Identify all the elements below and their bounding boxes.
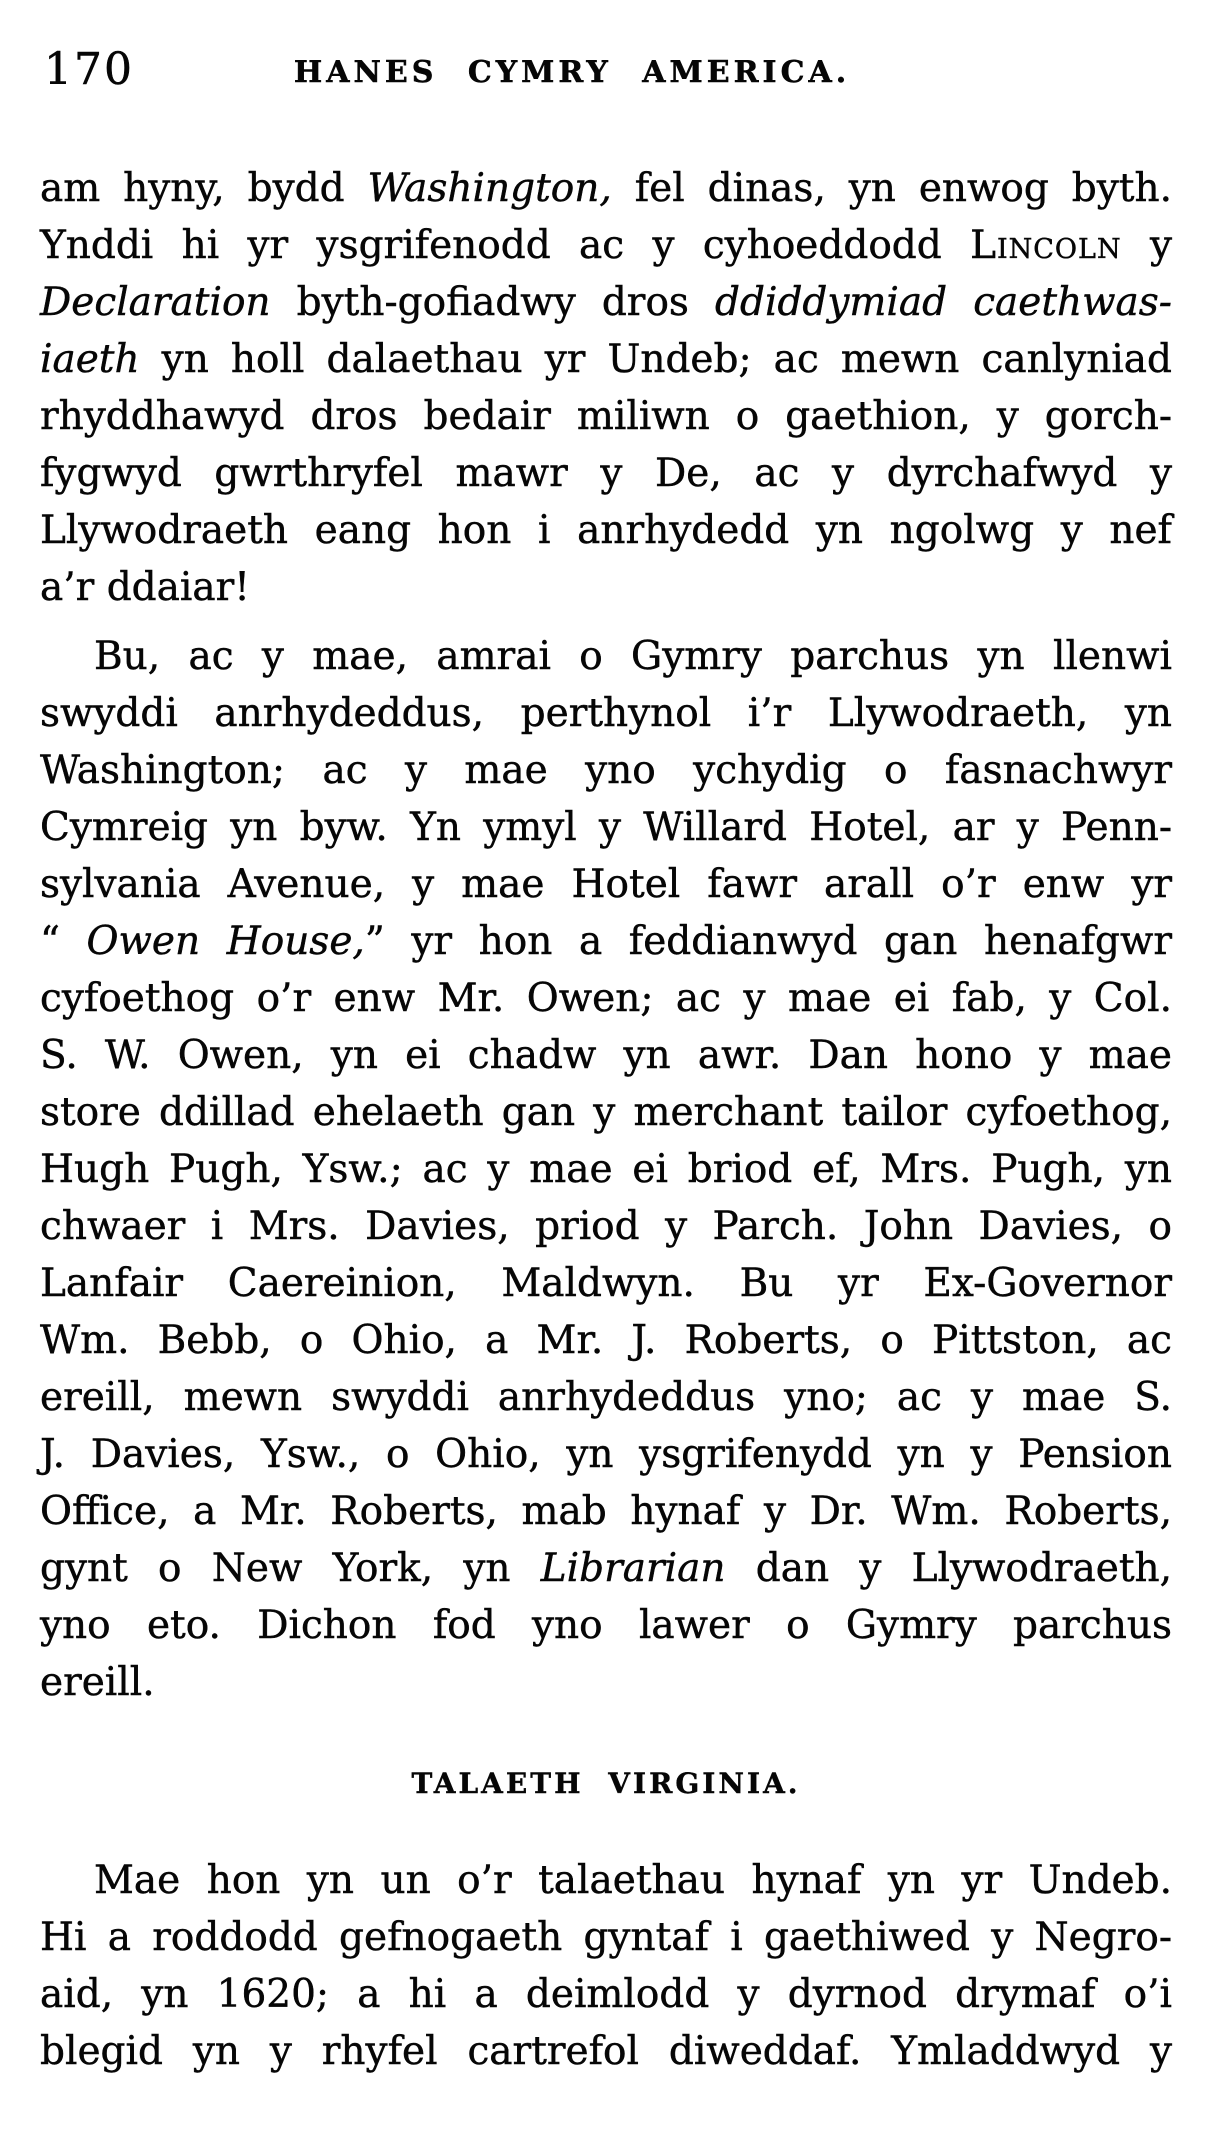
page-number: 170 (44, 44, 134, 95)
text-line (40, 1426, 1172, 1483)
text-run: Hi a roddodd gefnogaeth gyntaf i gaethiwed y Negro- (40, 1915, 1172, 1960)
text-line (40, 559, 1172, 616)
text-line (40, 2023, 1172, 2080)
text-run: store ddillad ehelaeth gan y merchant tailor cyfoethog, (40, 1090, 1172, 1135)
text-line (40, 1540, 1172, 1597)
text-run: ereill. (40, 1660, 155, 1705)
text-line (40, 628, 1172, 685)
text-run: Lanfair Caereinion, Maldwyn. Bu yr Ex-Governor (40, 1261, 1172, 1306)
text-run: chwaer i Mrs. Davies, priod y Parch. John Davies, o (40, 1204, 1172, 1249)
text-run: Office, a Mr. Roberts, mab hynaf y Dr. Wm. Roberts, (40, 1489, 1172, 1534)
text-line (40, 217, 1172, 274)
text-run: Washington; ac y mae yno ychydig o fasnachwyr (40, 748, 1172, 793)
text-run: fel dinas, yn enwog byth. (611, 166, 1172, 211)
text-line (40, 1597, 1172, 1654)
paragraph (40, 1852, 1172, 2080)
paragraph (40, 160, 1172, 616)
text-line (40, 331, 1172, 388)
text-line (40, 274, 1172, 331)
page-body (40, 160, 1172, 2080)
text-line (40, 1654, 1172, 1711)
text-line (40, 856, 1172, 913)
text-run: Bu, ac y mae, amrai o Gymry parchus yn llenwi (94, 634, 1172, 679)
text-run: sylvania Avenue, y mae Hotel fawr arall o’r enw yr (40, 862, 1172, 907)
text-run: aid, yn 1620; a hi a deimlodd y dyrnod drymaf o’i (40, 1972, 1172, 2017)
text-line (40, 502, 1172, 559)
text-run: byth-gofiadwy dros (270, 280, 716, 325)
paragraph (40, 628, 1172, 1711)
text-line (40, 1198, 1172, 1255)
text-run: ereill, mewn swyddi anrhydeddus yno; ac y mae S. (40, 1375, 1172, 1420)
text-run: Llywodraeth eang hon i anrhydedd yn ngolwg y nef (40, 508, 1172, 553)
italic-run: Owen House, (86, 919, 365, 964)
text-line (40, 685, 1172, 742)
section-heading: TALAETH VIRGINIA. (411, 1767, 801, 1800)
text-run: cyfoethog o’r enw Mr. Owen; ac y mae ei fab, y Col. (40, 976, 1172, 1021)
text-run: am hyny, bydd (40, 166, 368, 211)
text-line (40, 970, 1172, 1027)
text-run: Hugh Pugh, Ysw.; ac y mae ei briod ef, Mrs. Pugh, yn (40, 1147, 1172, 1192)
text-line (40, 742, 1172, 799)
text-run: yno eto. Dichon fod yno lawer o Gymry parchus (40, 1603, 1172, 1648)
text-line (40, 1909, 1172, 1966)
text-line (40, 913, 1172, 970)
text-line (40, 1966, 1172, 2023)
text-run: rhyddhawyd dros bedair miliwn o gaethion, y gorch- (40, 394, 1172, 439)
text-line (40, 1027, 1172, 1084)
text-line (40, 1084, 1172, 1141)
text-line (40, 388, 1172, 445)
text-line (40, 1312, 1172, 1369)
text-line (40, 1369, 1172, 1426)
text-run: blegid yn y rhyfel cartrefol diweddaf. Ymladdwyd y (40, 2029, 1172, 2074)
italic-run: ddiddymiad caethwas- (715, 280, 1172, 325)
running-title: HANES CYMRY AMERICA. (293, 55, 851, 90)
text-run: a’r ddaiar! (40, 565, 250, 610)
text-line (40, 1483, 1172, 1540)
text-line (40, 1255, 1172, 1312)
italic-run: Declaration (40, 280, 271, 325)
page-header (40, 46, 1172, 100)
text-run: Cymreig yn byw. Yn ymyl y Willard Hotel, ar y Penn- (40, 805, 1172, 850)
text-run: Ynddi hi yr ysgrifenodd ac y cyhoeddodd (40, 223, 971, 268)
text-run: dan y Llywodraeth, (725, 1546, 1173, 1591)
text-line (40, 799, 1172, 856)
text-run: gynt o New York, yn (40, 1546, 541, 1591)
italic-run: iaeth (40, 337, 140, 382)
text-run: Mae hon yn un o’r talaethau hynaf yn yr Undeb. (94, 1858, 1172, 1903)
smallcaps-run: Lincoln (970, 223, 1122, 268)
text-run: fygwyd gwrthryfel mawr y De, ac y dyrchafwyd y (40, 451, 1172, 496)
text-run: ” yr hon a feddianwyd gan henafgwr (364, 919, 1172, 964)
text-run: J. Davies, Ysw., o Ohio, yn ysgrifenydd yn y Pension (40, 1432, 1172, 1477)
text-run: “ (40, 919, 87, 964)
text-run: swyddi anrhydeddus, perthynol i’r Llywodraeth, yn (40, 691, 1172, 736)
text-run: S. W. Owen, yn ei chadw yn awr. Dan hono y mae (40, 1033, 1172, 1078)
italic-run: Washington, (367, 166, 612, 211)
text-line (40, 445, 1172, 502)
text-run: y (1121, 223, 1172, 268)
text-run: Wm. Bebb, o Ohio, a Mr. J. Roberts, o Pittston, ac (40, 1318, 1172, 1363)
text-line (40, 1141, 1172, 1198)
text-run: yn holl dalaethau yr Undeb; ac mewn canlyniad (139, 337, 1172, 382)
text-line (40, 1852, 1172, 1909)
text-line (40, 160, 1172, 217)
italic-run: Librarian (540, 1546, 726, 1591)
